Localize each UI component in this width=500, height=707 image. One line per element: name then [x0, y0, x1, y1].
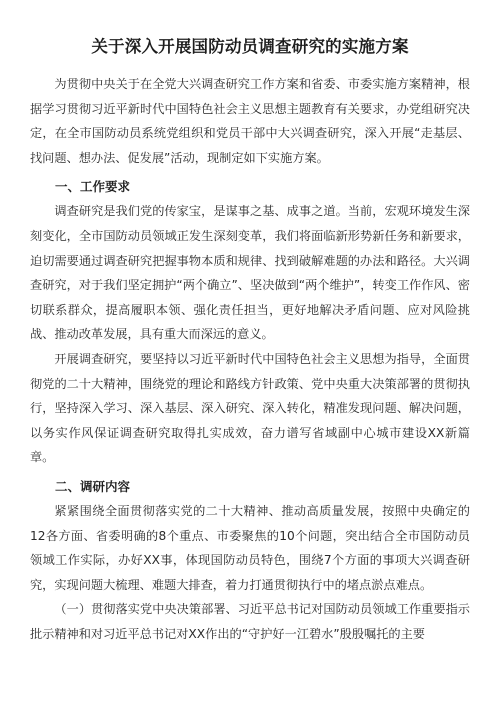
research-content-paragraph-2: （一）贯彻落实党中央决策部署、习近平总书记对国防动员领域工作重要指示批示精神和对习近平总书记对XX作出的“守护好一江碧水”殷殷嘱托的主要	[30, 602, 470, 641]
requirements-paragraph-2: 开展调查研究，要坚持以习近平新时代中国特色社会主义思想为指导，全面贯彻党的二十大精神，围绕党的理论和路线方针政策、党中央重大决策部署的贯彻执行，坚持深入学习、深入基层、深入研究、深入转化，精准发现问题、解决问题，以务实作风保证调查研究取得扎实成效，奋力谱写省域副中心城市建设XX新篇章。	[30, 351, 470, 465]
research-content-paragraph-1: 紧紧围绕全面贯彻落实党的二十大精神、推动高质量发展，按照中央确定的12各方面、省委明确的8个重点、市委聚焦的10个问题，突出结合全市国防动员领域工作实际，办好XX事，体现国防动员特色，围绕7个方面的事项大兴调查研究，实现问题大梳理、难题大排查，着力打通贯彻执行中的堵点淤点难点。	[30, 503, 470, 592]
section-heading-requirements: 一、工作要求	[55, 179, 131, 195]
document-title: 关于深入开展国防动员调查研究的实施方案	[91, 37, 409, 56]
intro-paragraph: 为贯彻中央关于在全党大兴调查研究工作方案和省委、市委实施方案精神，根据学习贯彻习近平新时代中国特色社会主义思想主题教育有关要求，办党组研究决定，在全市国防动员系统党组织和党员干部中大兴调查研究，深入开展“走基层、找问题、想办法、促发展”活动，现制定如下实施方案。	[30, 77, 470, 165]
requirements-paragraph-1: 调查研究是我们党的传家宝，是谋事之基、成事之道。当前，宏观环境发生深刻变化，全市国防动员领域正发生深刻变革，我们将面临新形势新任务和新要求，迫切需要通过调查研究把握事物本质和规律、找到破解难题的办法和路径。大兴调查研究，对于我们坚定拥护“两个确立”、坚决做到“两个维护”，转变工作作风、密切联系群众，提高履职本领、强化责任担当，更好地解决矛盾问题、应对风险挑战、推动改革发展，具有重大而深远的意义。	[30, 204, 470, 342]
section-heading-research-content: 二、调研内容	[55, 478, 131, 494]
